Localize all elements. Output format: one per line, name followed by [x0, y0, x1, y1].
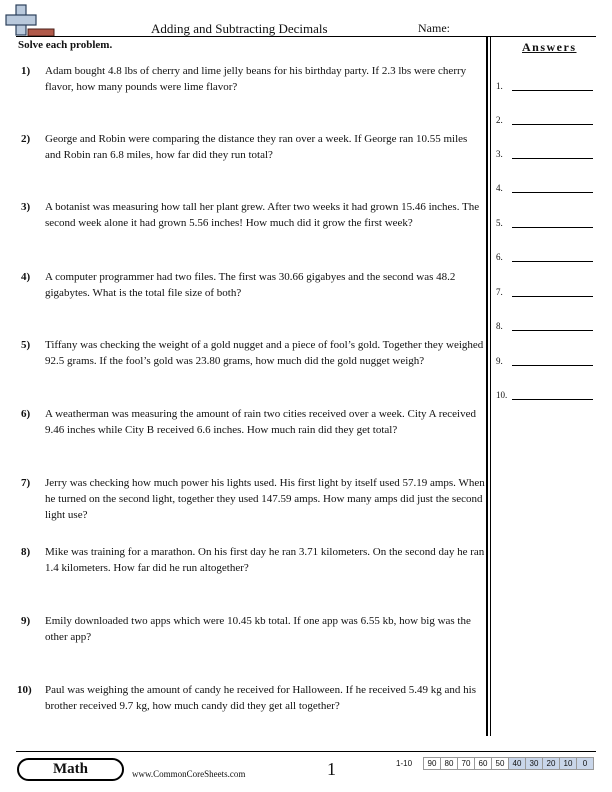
- answer-label: 8.: [496, 321, 503, 331]
- score-table: [396, 757, 594, 770]
- problem-text: Tiffany was checking the weight of a gold nugget and a piece of fool’s gold. Together they weighed 92.5 grams. If the fool’s gold was 23.80 grams, how much did the gold nugget weigh?: [45, 339, 484, 367]
- answer-label: 6.: [496, 252, 503, 262]
- answer-label: 5.: [496, 218, 503, 228]
- problem-text: A botanist was measuring how tall her plant grew. After two weeks it had grown 15.46 inches. The second week alone it had grown 5.56 inches! How much did it grow the first week?: [45, 201, 480, 229]
- score-cell: 0: [577, 758, 594, 770]
- score-cell: 70: [458, 758, 475, 770]
- problem-number: 4): [21, 271, 31, 283]
- problem-text: A computer programmer had two files. The first was 30.66 gigabyes and the second was 48.2 gigabytes. What is the total file size of both?: [45, 271, 456, 299]
- score-cell: 60: [475, 758, 492, 770]
- answer-blank[interactable]: [512, 261, 593, 262]
- answer-label: 1.: [496, 81, 503, 91]
- answer-label: 7.: [496, 287, 503, 297]
- page-number: 1: [327, 759, 336, 779]
- score-cell: 90: [424, 758, 441, 770]
- score-cell: 10: [560, 758, 577, 770]
- problem-text: Mike was training for a marathon. On his first day he ran 3.71 kilometers. On the second day he ran 1.4 kilometers. How far did he run altogether?: [45, 546, 485, 574]
- answers-title: Answers: [522, 40, 577, 54]
- plus-minus-logo-icon: [4, 3, 56, 39]
- worksheet-title: Adding and Subtracting Decimals: [151, 21, 328, 36]
- problem-number: 2): [21, 133, 31, 145]
- problem-number: 7): [21, 477, 31, 489]
- answer-blank[interactable]: [512, 365, 593, 366]
- answer-blank[interactable]: [512, 90, 593, 91]
- answer-blank[interactable]: [512, 192, 593, 193]
- problem-number: 5): [21, 339, 31, 351]
- answer-label: 3.: [496, 149, 503, 159]
- answer-blank[interactable]: [512, 399, 593, 400]
- header-divider: [16, 36, 596, 37]
- problem-number: 10): [17, 684, 32, 696]
- problem-text: Jerry was checking how much power his lights used. His first light by itself used 57.19 amps. When he turned on the second light, together they used 147.59 amps. How many amps did just the second light use?: [45, 477, 485, 521]
- problem-number: 6): [21, 408, 31, 420]
- score-cell: 30: [526, 758, 543, 770]
- problem-number: 3): [21, 201, 31, 213]
- score-cell: 20: [543, 758, 560, 770]
- problem-number: 9): [21, 615, 31, 627]
- problem-text: Adam bought 4.8 lbs of cherry and lime jelly beans for his birthday party. If 2.3 lbs were cherry flavor, how many pounds were lime flavor?: [45, 65, 467, 93]
- footer-divider: [16, 751, 596, 752]
- score-cell: 40: [509, 758, 526, 770]
- problem-text: Emily downloaded two apps which were 10.45 kb total. If one app was 6.55 kb, how big was the other app?: [45, 615, 471, 643]
- answer-blank[interactable]: [512, 158, 593, 159]
- instructions: Solve each problem.: [18, 39, 113, 51]
- name-label: Name:: [418, 21, 450, 35]
- problem-text: A weatherman was measuring the amount of rain two cities received over a week. City A received 9.46 inches while City B received 6.6 inches. How much rain did they get total?: [45, 408, 476, 436]
- answer-blank[interactable]: [512, 330, 593, 331]
- answer-label: 9.: [496, 356, 503, 366]
- answer-label: 4.: [496, 183, 503, 193]
- answer-blank[interactable]: [512, 296, 593, 297]
- column-divider: [486, 36, 488, 736]
- column-divider: [490, 36, 491, 736]
- score-range: 1-10: [396, 759, 413, 768]
- problem-text: George and Robin were comparing the distance they ran over a week. If George ran 10.55 miles and Robin ran 6.8 miles, how far did they run total?: [45, 133, 468, 161]
- score-cell: 50: [492, 758, 509, 770]
- answer-label: 2.: [496, 115, 503, 125]
- answer-blank[interactable]: [512, 124, 593, 125]
- answer-blank[interactable]: [512, 227, 593, 228]
- website-link[interactable]: www.CommonCoreSheets.com: [132, 769, 246, 779]
- answer-label: 10.: [496, 390, 508, 400]
- subject-badge: Math: [17, 758, 124, 781]
- problem-number: 1): [21, 65, 31, 77]
- problem-text: Paul was weighing the amount of candy he received for Halloween. If he received 5.49 kg and his brother received 9.7 kg, how much candy did they get all together?: [45, 684, 476, 712]
- score-cell: 80: [441, 758, 458, 770]
- problem-number: 8): [21, 546, 31, 558]
